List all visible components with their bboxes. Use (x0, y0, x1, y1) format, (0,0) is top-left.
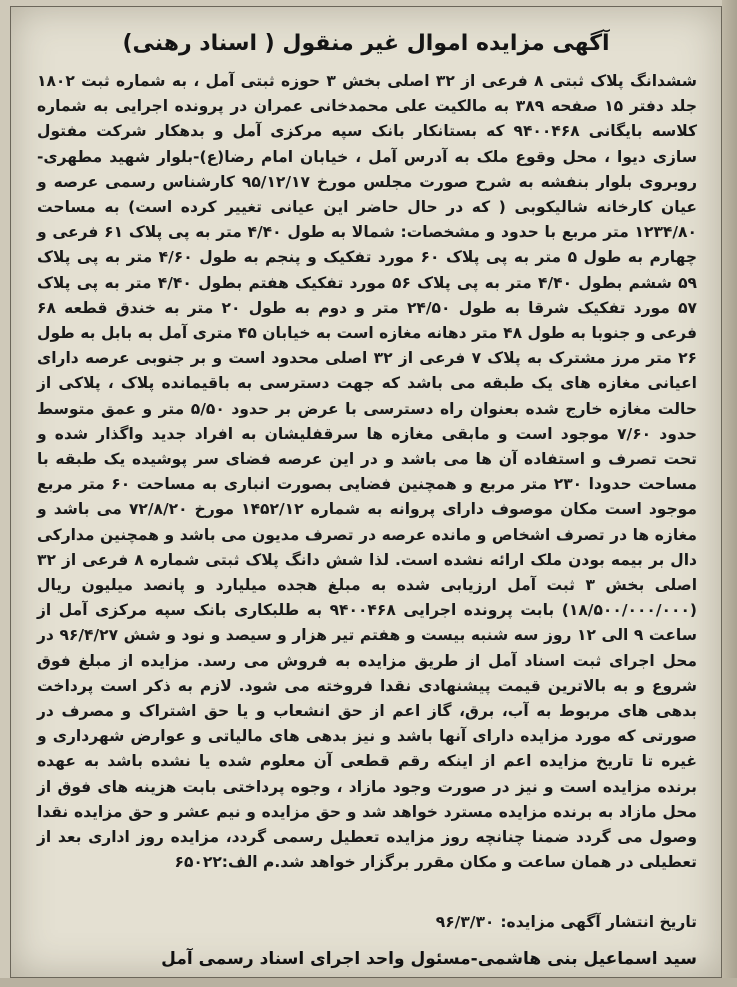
page-edge-bottom (0, 978, 737, 987)
notice-body: ششدانگ پلاک ثبتی ۸ فرعی از ۳۲ اصلی بخش ۳ حوزه ثبتی آمل ، به شماره ثبت ۱۸۰۲ جلد دفتر ۱۵ صفحه ۳۸۹ به مالکیت علی محمدخانی عمران در پرونده اجرایی به شماره کلاسه بایگانی ۹۴۰۰۴۶۸ که بستانکار بانک سپه مرکزی آمل و بدهکار شرکت مفتول سازی دیوا ، محل وقوع ملک به آدرس آمل ، خیابان امام رضا(ع)-بلوار شهید مطهری-روبروی بلوار بنفشه به شرح صورت مجلس مورخ ۹۵/۱۲/۱۷ کارشناس رسمی عرصه و عیان کارخانه شالیکوبی ( که در حال حاضر این عیانی تغییر کرده است) به مساحت ۱۲۳۴/۸۰ متر مربع با حدود و مشخصات: شمالا به طول ۴/۴۰ متر به پی پلاک ۶۱ فرعی و چهارم به طول ۵ متر به پی پلاک ۶۰ مورد تفکیک و پنجم به طول ۴/۶۰ متر به پی پلاک ۵۹ ششم بطول ۴/۴۰ متر به پی پلاک ۵۶ مورد تفکیک هفتم بطول ۴/۴۰ متر به پی پلاک ۵۷ مورد تفکیک شرقا به طول ۲۴/۵۰ متر و دوم به طول ۲۰ متر به خندق قطعه ۶۸ فرعی و جنوبا به طول ۴۸ متر دهانه مغازه است به خیابان ۴۵ متری آمل به بابل به طول ۲۶ متر مرز مشترک به پلاک ۷ فرعی از ۳۲ اصلی محدود است و بر جنوبی عرصه دارای اعیانی مغازه های یک طبقه می باشد که جهت دسترسی به باقیمانده پلاک ، پلاکی از حالت مغازه خارج شده بعنوان راه دسترسی با عرض بر حدود ۵/۵۰ متر و عمق متوسط حدود ۷/۶۰ موجود است و مابقی مغازه ها سرقفلیشان به افراد جدید واگذار شده و تحت تصرف و استفاده آن ها می باشد و در این عرصه فضای سر پوشیده یک طبقه با مساحت حدودا ۲۳۰ متر مربع و همچنین فضایی بصورت انباری به مساحت ۶۰ متر مربع موجود است مکان موصوف دارای پروانه به شماره ۱۴۵۲/۱۲ مورخ ۷۲/۸/۲۰ می باشد و مغازه ها در تصرف اشخاص و مانده عرصه در تصرف مدیون می باشد و همچنین مدارکی دال بر بیمه بودن ملک ارائه نشده است. لذا شش دانگ پلاک ثبتی شماره ۸ فرعی از ۳۲ اصلی بخش ۳ ثبت آمل ارزیابی شده به مبلغ هجده میلیارد و پانصد میلیون ریال (۱۸/۵۰۰/۰۰۰/۰۰۰) بابت پرونده اجرایی ۹۴۰۰۴۶۸ به طلبکاری بانک سپه مرکزی آمل از ساعت ۹ الی ۱۲ روز سه شنبه بیست و هفتم تیر هزار و سیصد و نود و شش ۹۶/۴/۲۷ در محل اجرای ثبت اسناد آمل از طریق مزایده به فروش می رسد. مزایده از مبلغ فوق شروع و به بالاترین قیمت پیشنهادی نقدا فروخته می شود. لازم به ذکر است پرداخت بدهی های مربوط به آب، برق، گاز اعم از حق انشعاب و یا حق اشتراک و مصرف در صورتی که مورد مزایده دارای آنها باشد و نیز بدهی های مالیاتی و عوارض شهرداری و غیره تا تاریخ مزایده اعم از اینکه رقم قطعی آن معلوم شده یا نشده باشد به عهده برنده مزایده است و نیز در صورت وجود مازاد ، وجوه پرداختی بابت هزینه های فوق از محل مازاد به برنده مزایده مسترد خواهد شد و حق مزایده و نیم عشر و حق مزایده نقدا وصول می گردد ضمنا چنانچه روز مزایده تعطیل رسمی گردد، مزایده روز اداری بعد از تعطیلی در همان ساعت و مکان مقرر برگزار خواهد شد.م الف:۶۵۰۲۲ (37, 72, 698, 872)
signature-line: سید اسماعیل بنی هاشمی-مسئول واحد اجرای اسناد رسمی آمل (161, 949, 697, 969)
notice-title: آگهی مزایده اموال غیر منقول ( اسناد رهنی) (122, 31, 610, 56)
page-edge-right (722, 0, 737, 987)
publish-date-label: تاریخ انتشار آگهی مزایده: (500, 913, 697, 931)
publish-date-line (430, 913, 697, 931)
newspaper-notice (10, 6, 722, 978)
publish-date-value: ۹۶/۳/۳۰ (435, 913, 495, 931)
